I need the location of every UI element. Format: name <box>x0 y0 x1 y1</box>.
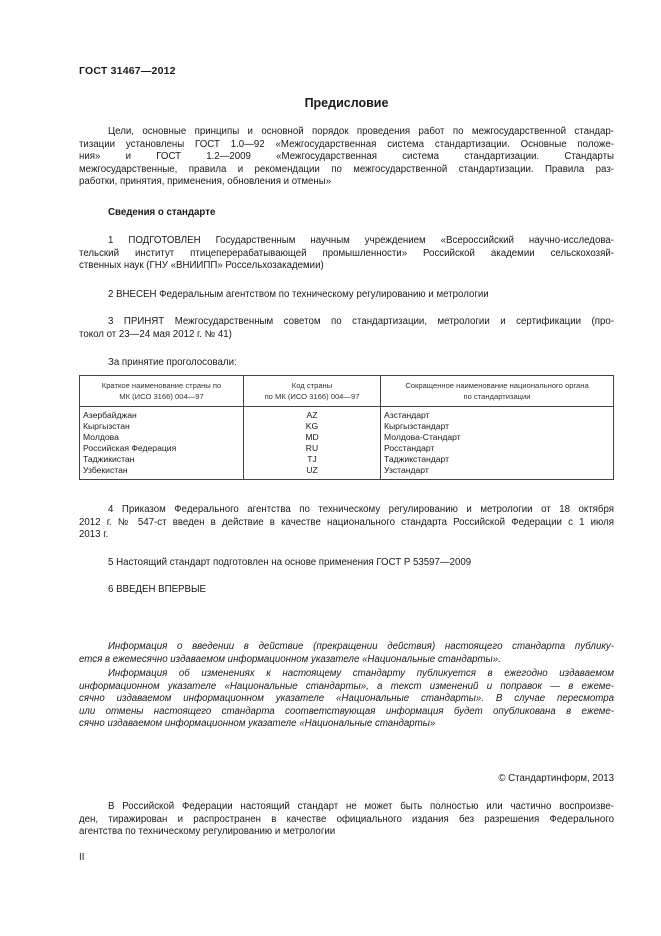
item-1-line: тельский институт птицеперерабатывающей промышленности» Российской академии сельскохозяй- <box>79 247 614 259</box>
table-row <box>80 407 614 422</box>
item-4 <box>79 504 614 542</box>
info-line: сячно издаваемом информационном указателе «Национальные стандарты» <box>79 718 436 730</box>
item-4-line: 4 Приказом Федерального агентства по техническому регулированию и метрологии от 18 октября <box>108 504 614 515</box>
header-line: Код страны <box>291 381 333 390</box>
info-line: сячно издаваемом информационном указателе «Национальные стандарты». В случае пересмотра <box>79 693 614 705</box>
document-code: ГОСТ 31467—2012 <box>79 65 176 77</box>
table-row <box>80 443 614 454</box>
code-cell: TJ <box>244 454 381 465</box>
org-cell: Молдова-Стандарт <box>381 432 614 443</box>
table-row <box>80 454 614 465</box>
notice-line: ден, тиражирован и распространен в качестве официального издания без разрешения Федерального <box>79 813 614 825</box>
org-cell: Азстандарт <box>381 407 614 422</box>
table-header-code <box>244 376 381 407</box>
info-paragraph-1 <box>79 641 614 666</box>
info-paragraph-2 <box>79 668 614 731</box>
item-1 <box>79 235 614 273</box>
intro-line: межгосударственные, правила и рекомендации по межгосударственной стандартизации. Правила раз- <box>79 163 614 175</box>
intro-line: ния» и ГОСТ 1.2—2009 «Межгосударственная система стандартизации. Стандарты <box>79 151 614 163</box>
info-heading: Сведения о стандарте <box>108 207 216 218</box>
copyright: © Стандартинформ, 2013 <box>498 773 614 784</box>
item-3 <box>79 316 614 341</box>
code-cell: MD <box>244 432 381 443</box>
header-line: Сокращенное наименование национального органа <box>405 381 589 390</box>
intro-paragraph <box>79 126 614 189</box>
info-line: информационном указателе «Национальные стандарты», а текст изменений и поправок — в ежеме- <box>79 680 614 692</box>
header-line: Краткое наименование страны по <box>101 381 222 390</box>
header-line: по МК (ИСО 3166) 004—97 <box>264 392 360 401</box>
country-cell: Кыргызстан <box>80 421 244 432</box>
table-header-country <box>80 376 244 407</box>
info-line: Информация об изменениях к настоящему стандарту публикуется в ежегодно издаваемом <box>108 668 614 679</box>
item-6: 6 ВВЕДЕН ВПЕРВЫЕ <box>108 584 207 595</box>
page-title: Предисловие <box>304 96 389 110</box>
item-5: 5 Настоящий стандарт подготовлен на основе применения ГОСТ Р 53597—2009 <box>108 557 472 568</box>
info-line: ется в ежемесячно издаваемом информационном указателе «Национальные стандарты». <box>79 653 501 665</box>
item-4-line: 2013 г. <box>79 529 109 541</box>
country-cell: Российская Федерация <box>80 443 244 454</box>
table-row <box>80 421 614 432</box>
notice-line: В Российской Федерации настоящий стандарт не может быть полностью или частично воспроизве- <box>108 801 614 812</box>
page-number: II <box>79 852 85 863</box>
org-cell: Кыргызстандарт <box>381 421 614 432</box>
item-3-line: 3 ПРИНЯТ Межгосударственным советом по стандартизации, метрологии и сертификации (про- <box>108 316 614 327</box>
code-cell: KG <box>244 421 381 432</box>
item-2: 2 ВНЕСЕН Федеральным агентством по техническому регулированию и метрологии <box>108 289 489 300</box>
notice-line: агентства по техническому регулированию и метрологии <box>79 826 336 838</box>
code-cell: UZ <box>244 465 381 480</box>
org-cell: Таджикстандарт <box>381 454 614 465</box>
info-line: или отмены настоящего стандарта соответствующая информация будет опубликована в ежеме- <box>79 705 614 717</box>
item-4-line: 2012 г. № 547-ст введен в действие в качестве национального стандарта Российской Федерации с 1 июля <box>79 516 614 528</box>
country-cell: Молдова <box>80 432 244 443</box>
item-3-line: токол от 23—24 мая 2012 г. № 41) <box>79 328 232 340</box>
country-cell: Таджикистан <box>80 454 244 465</box>
table-row <box>80 465 614 480</box>
country-cell: Узбекистан <box>80 465 244 480</box>
code-cell: AZ <box>244 407 381 422</box>
item-1-line: ственных наук (ГНУ «ВНИИПП» Россельхозакадемии) <box>79 260 324 272</box>
intro-line: Цели, основные принципы и основной порядок проведения работ по межгосударственной стандар- <box>108 126 614 137</box>
header-line: МК (ИСО 3166) 004—97 <box>119 392 204 401</box>
info-line: Информация о введении в действие (прекращении действия) настоящего стандарта публику- <box>108 641 614 652</box>
voted-label: За принятие проголосовали: <box>108 357 237 368</box>
intro-line: тизации установлены ГОСТ 1.0—92 «Межгосударственная система стандартизации. Основные положе- <box>79 138 614 150</box>
country-cell: Азербайджан <box>80 407 244 422</box>
table-header-row <box>80 376 614 407</box>
header-line: по стандартизации <box>463 392 531 401</box>
code-cell: RU <box>244 443 381 454</box>
item-1-line: 1 ПОДГОТОВЛЕН Государственным научным учреждением «Всероссийский научно-исследова- <box>108 235 614 246</box>
org-cell: Узстандарт <box>381 465 614 480</box>
reproduction-notice <box>79 801 614 839</box>
intro-line: работки, принятия, применения, обновления и отмены» <box>79 176 332 188</box>
table-header-org <box>381 376 614 407</box>
org-cell: Росстандарт <box>381 443 614 454</box>
table-row <box>80 432 614 443</box>
voting-table <box>79 375 614 480</box>
